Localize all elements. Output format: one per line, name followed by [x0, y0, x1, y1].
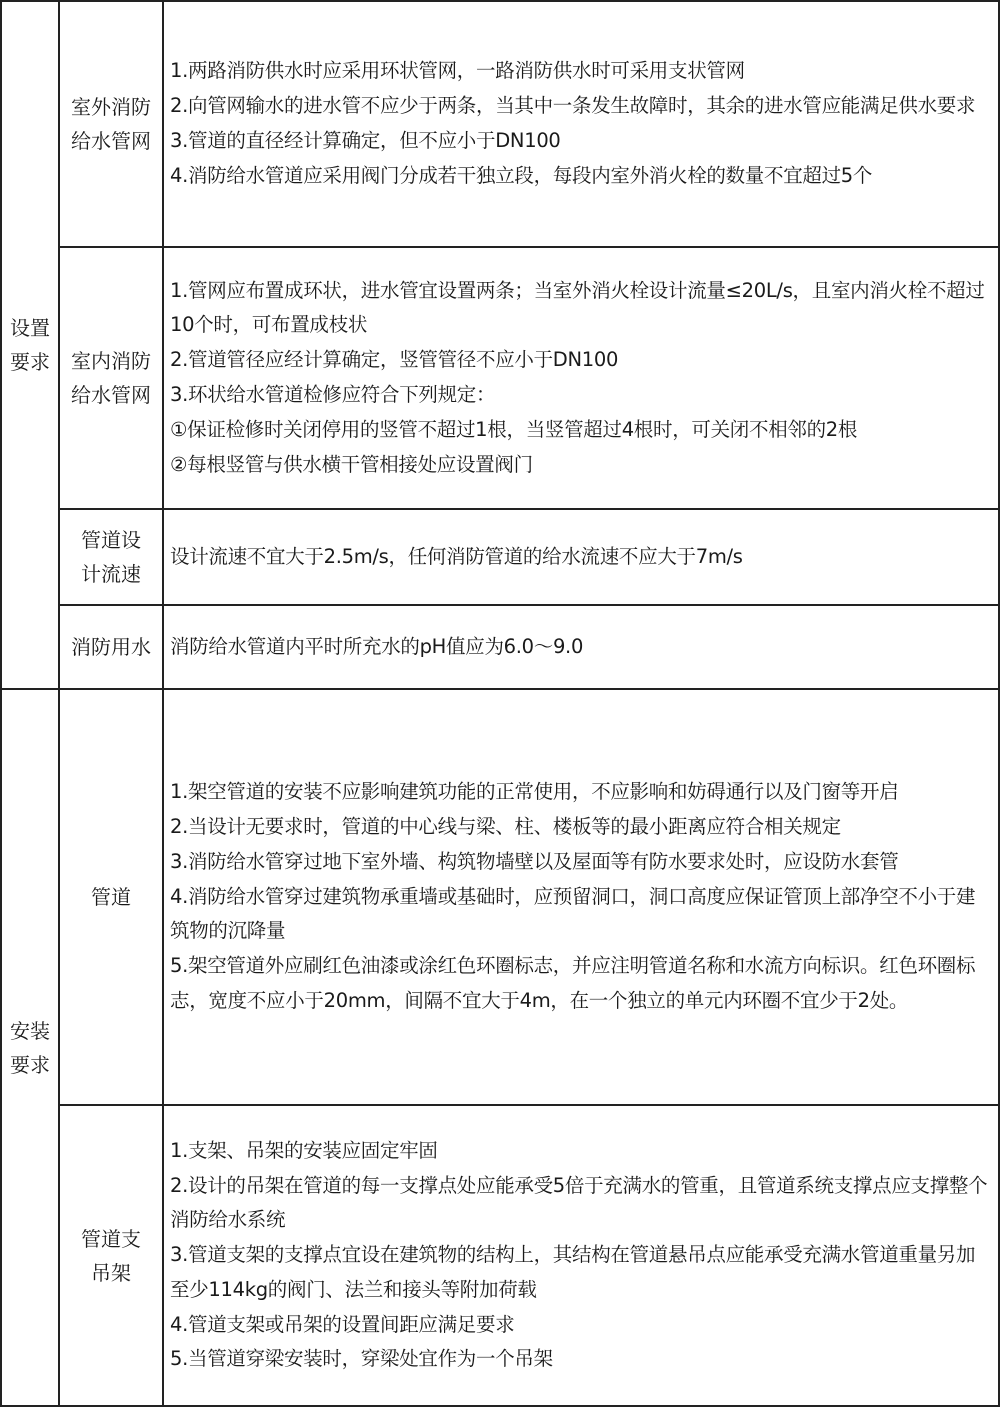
- subcategory-cell: [59, 605, 163, 689]
- content-line: 1.支架、吊架的安装应固定牢固: [170, 1138, 438, 1162]
- content-line: 4.管道支架或吊架的设置间距应满足要求: [170, 1312, 515, 1336]
- content-cell: [163, 509, 999, 605]
- table-row: [1, 1, 999, 247]
- content-line: 1.架空管道的安装不应影响建筑功能的正常使用，不应影响和妨碍通行以及门窗等开启: [170, 780, 899, 804]
- category-cell-setup: [1, 1, 59, 689]
- content-line: 3.管道的直径经计算确定，但不应小于DN100: [170, 129, 561, 152]
- content-line: ①保证检修时关闭停用的竖管不超过1根，当竖管超过4根时，可关闭不相邻的2根: [170, 417, 858, 441]
- content-line: 3.环状给水管道检修应符合下列规定：: [170, 383, 496, 406]
- table-row: [1, 605, 999, 689]
- content-cell: [163, 1105, 999, 1406]
- category-label: 要求: [10, 1052, 50, 1077]
- content-line: 2.管道管径应经计算确定，竖管管径不应小于DN100: [170, 348, 619, 372]
- content-line: 5.当管道穿梁安装时，穿梁处宜作为一个吊架: [170, 1347, 553, 1371]
- table-row: [1, 1105, 999, 1406]
- subcategory-label: 室外消防: [71, 95, 151, 119]
- category-label: 设置: [10, 316, 50, 340]
- subcategory-cell: [59, 247, 163, 509]
- subcategory-cell: [59, 689, 163, 1105]
- subcategory-label: 管道支: [81, 1226, 141, 1251]
- content-line: 5.架空管道外应刷红色油漆或涂红色环圈标志，并应注明管道名称和水流方向标识。红色环圈标志，宽度不应小于20mm，间隔不宜大于4m，在一个独立的单元内环圈不宜少于2处。: [170, 954, 976, 1012]
- content-cell: [163, 1, 999, 247]
- content-line: 消防给水管道内平时所充水的pH值应为6.0～9.0: [170, 634, 584, 658]
- content-line: 2.当设计无要求时，管道的中心线与梁、柱、楼板等的最小距离应符合相关规定: [170, 815, 841, 838]
- table-row: [1, 689, 999, 1105]
- content-line: 1.管网应布置成环状，进水管宜设置两条；当室外消火栓设计流量≤20L/s，且室内消火栓不超过10个时，可布置成枝状: [170, 278, 985, 337]
- content-cell: [163, 605, 999, 689]
- content-line: 4.消防给水管穿过建筑物承重墙或基础时，应预留洞口，洞口高度应保证管顶上部净空不小于建筑物的沉降量: [170, 884, 976, 943]
- subcategory-label: 吊架: [91, 1260, 131, 1285]
- table-row: [1, 247, 999, 509]
- subcategory-label: 管道设: [81, 528, 141, 552]
- content-line: 4.消防给水管道应采用阀门分成若干独立段，每段内室外消火栓的数量不宜超过5个: [170, 163, 873, 187]
- category-cell-install: [1, 689, 59, 1406]
- category-label: 安装: [10, 1018, 50, 1043]
- content-line: 2.向管网输水的进水管不应少于两条，当其中一条发生故障时，其余的进水管应能满足供水要求: [170, 94, 976, 118]
- content-line: ②每根竖管与供水横干管相接处应设置阀门: [170, 452, 533, 476]
- subcategory-label: 室内消防: [71, 349, 151, 373]
- subcategory-label: 给水管网: [71, 383, 151, 407]
- content-line: 3.管道支架的支撑点宜设在建筑物的结构上，其结构在管道悬吊点应能承受充满水管道重量另加至少114kg的阀门、法兰和接头等附加荷载: [170, 1243, 976, 1301]
- subcategory-label: 管道: [91, 885, 131, 909]
- table-row: [1, 509, 999, 605]
- category-label: 要求: [10, 350, 50, 374]
- subcategory-label: 消防用水: [71, 635, 151, 659]
- subcategory-label: 给水管网: [71, 129, 151, 153]
- subcategory-label: 计流速: [81, 562, 141, 586]
- content-cell: [163, 247, 999, 509]
- content-cell: [163, 689, 999, 1105]
- content-line: 2.设计的吊架在管道的每一支撑点处应能承受5倍于充满水的管重，且管道系统支撑点应支撑整个消防给水系统: [170, 1173, 988, 1232]
- subcategory-cell: [59, 1, 163, 247]
- content-line: 1.两路消防供水时应采用环状管网，一路消防供水时可采用支状管网: [170, 59, 745, 83]
- subcategory-cell: [59, 1105, 163, 1406]
- subcategory-cell: [59, 509, 163, 605]
- content-line: 设计流速不宜大于2.5m/s，任何消防管道的给水流速不应大于7m/s: [170, 544, 743, 568]
- content-line: 3.消防给水管穿过地下室外墙、构筑物墙壁以及屋面等有防水要求处时，应设防水套管: [170, 849, 899, 873]
